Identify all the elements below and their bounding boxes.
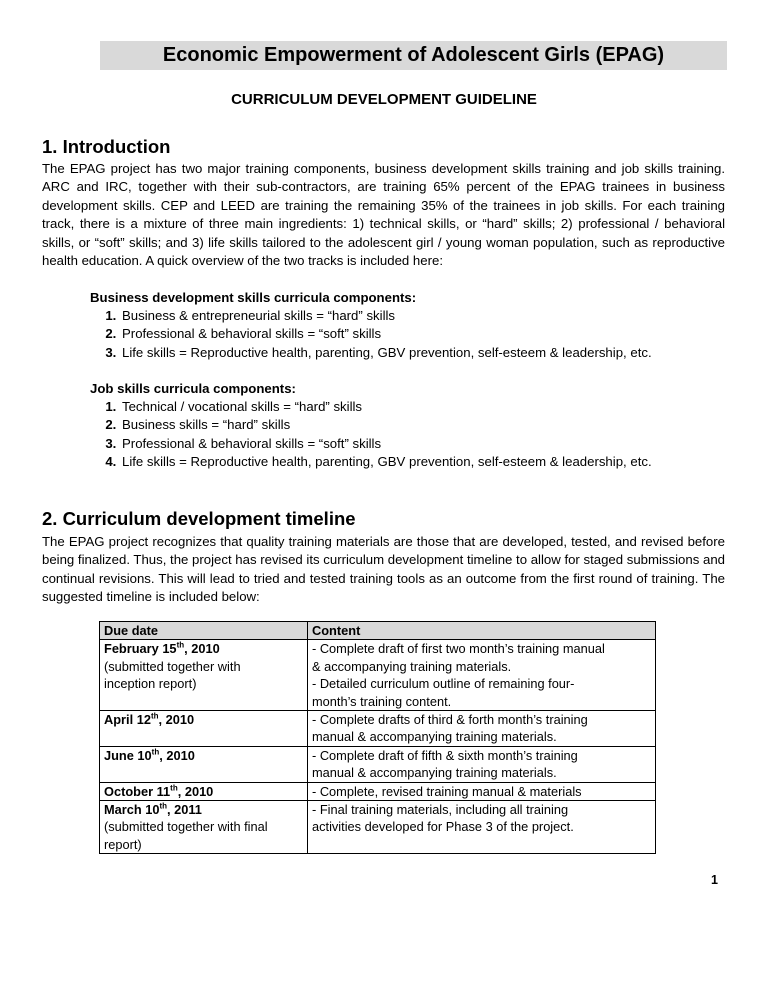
introduction-paragraph: The EPAG project has two major training components, business development skills training and job skills training. ARC and IRC, together with their sub-contractors, are training 65% percent of the EPAG trainees in business development skills. CEP and LEED are training the remaining 35% of the trainees in job skills. For each training track, there is a mixture of three main ingredients: 1) technical skills, or “hard” skills; 2) professional / behavioral skills, or “soft” skills; and 3) life skills tailored to the adolescent girl / young woman population, such as reproductive health education. A quick overview of the two tracks is included here: (42, 161, 725, 269)
column-header-content: Content (308, 622, 656, 640)
section-heading-introduction: 1. Introduction (42, 136, 171, 157)
due-date: February 15th, 2010 (104, 641, 220, 657)
section-heading-timeline: 2. Curriculum development timeline (42, 508, 356, 529)
content-cell (308, 711, 656, 747)
due-date-cell (100, 711, 308, 747)
content-line: - Complete draft of fifth & sixth month’s training (312, 747, 578, 763)
content-cell (308, 782, 656, 800)
due-date-cell (100, 746, 308, 782)
content-line: & accompanying training materials. (312, 658, 512, 674)
content-line: - Complete draft of first two month’s training manual (312, 641, 605, 657)
column-header-due-date: Due date (100, 622, 308, 640)
due-date: October 11th, 2010 (104, 783, 214, 799)
due-date-note: (submitted together with (104, 658, 241, 674)
list-item: 1. Technical / vocational skills = “hard” skills (120, 398, 730, 416)
due-date: June 10th, 2010 (104, 747, 195, 763)
document-subtitle: CURRICULUM DEVELOPMENT GUIDELINE (231, 91, 537, 108)
content-cell (308, 640, 656, 711)
due-date-note: inception report) (104, 676, 197, 692)
list-item: 3. Professional & behavioral skills = “soft” skills (120, 435, 730, 453)
list-title: Business development skills curricula components: (90, 290, 417, 305)
content-line: - Detailed curriculum outline of remaining four- (312, 676, 575, 692)
timeline-table (99, 621, 656, 854)
due-date-cell (100, 640, 308, 711)
content-cell (308, 801, 656, 854)
list-item: 2. Professional & behavioral skills = “soft” skills (120, 325, 730, 343)
list-item: 1. Business & entrepreneurial skills = “hard” skills (120, 307, 730, 325)
content-cell (308, 746, 656, 782)
due-date-note: report) (104, 836, 142, 852)
content-line: manual & accompanying training materials. (312, 765, 557, 781)
table-row (100, 640, 656, 711)
due-date-cell (100, 801, 308, 854)
page-number: 1 (711, 873, 718, 887)
list-title: Job skills curricula components: (90, 381, 296, 396)
business-skills-list (90, 289, 730, 362)
list-item: 3. Life skills = Reproductive health, parenting, GBV prevention, self-esteem & leadership, etc. (120, 344, 730, 362)
table-row (100, 746, 656, 782)
table-row (100, 711, 656, 747)
job-skills-list (90, 380, 730, 471)
content-line: month’s training content. (312, 693, 452, 709)
content-line: - Complete, revised training manual & materials (312, 783, 582, 799)
document-title: Economic Empowerment of Adolescent Girls (EPAG) (100, 41, 727, 70)
content-line: manual & accompanying training materials. (312, 729, 557, 745)
table-row (100, 782, 656, 800)
table-header-row (100, 622, 656, 640)
list-item: 4. Life skills = Reproductive health, parenting, GBV prevention, self-esteem & leadership, etc. (120, 453, 730, 471)
content-line: - Final training materials, including all training (312, 802, 569, 818)
timeline-paragraph: The EPAG project recognizes that quality training materials are those that are developed, tested, and revised before being finalized. Thus, the project has revised its curriculum development timeline to allow for staged submissions and continual revisions. This will lead to tried and tested training tools as an outcome from the first round of training. The suggested timeline is included below: (42, 534, 725, 605)
due-date: March 10th, 2011 (104, 801, 202, 818)
list-item: 2. Business skills = “hard” skills (120, 416, 730, 434)
table-row (100, 801, 656, 854)
due-date: April 12th, 2010 (104, 711, 195, 728)
due-date-cell (100, 782, 308, 800)
content-line: activities developed for Phase 3 of the project. (312, 819, 574, 835)
content-line: - Complete drafts of third & forth month’s training (312, 712, 588, 728)
due-date-note: (submitted together with final (104, 819, 268, 835)
